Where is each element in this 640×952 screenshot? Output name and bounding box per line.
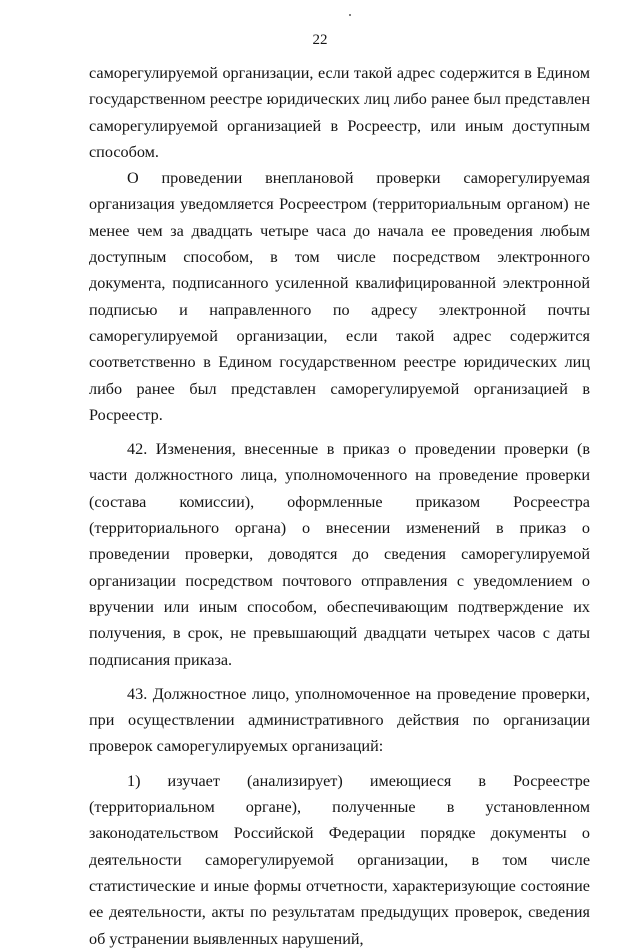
paragraph-subitem-1: 1) изучает (анализирует) имеющиеся в Росреестре (территориальном органе), полученные в установленном законодательством Российской Федерации порядке документы о деятельности саморегулируемой организации, в том числе статистические и иные формы отчетности, характеризующие состояние ее деятельности, акты по результатам предыдущих проверок, сведения об устранении выявленных нарушений,: [89, 771, 590, 948]
document-body: [89, 60, 590, 952]
paragraph-unscheduled-inspection-notice: О проведении внеплановой проверки саморегулируемая организация уведомляется Росреестром (территориальным органом) не менее чем за двадцать четыре часа до начала ее проведения любым доступным способом, в том числе посредством электронного документа, подписанного усиленной квалифицированной электронной подписью и направленного по адресу электронной почты саморегулируемой организации, если такой адрес содержится соответственно в Едином государственном реестре юридических лиц либо ранее был представлен саморегулируемой организацией в Росреестр.: [89, 169, 590, 424]
page-number: 22: [312, 32, 328, 48]
scan-speck: [349, 14, 351, 16]
paragraph-item-43: 43. Должностное лицо, уполномоченное на проведение проверки, при осуществлении административного действия по организации проверок саморегулируемых организаций:: [89, 684, 590, 756]
paragraph-continuation: саморегулируемой организации, если такой адрес содержится в Едином государственном реестре юридических лиц либо ранее был представлен саморегулируемой организацией в Росреестр, или иным доступным способом.: [89, 64, 590, 161]
paragraph-item-42: 42. Изменения, внесенные в приказ о проведении проверки (в части должностного лица, уполномоченного на проведение проверки (состава комиссии), оформленные приказом Росреестра (территориального органа) о внесении изменений в приказ о проведении проверки, доводятся до сведения саморегулируемой организации посредством почтового отправления с уведомлением о вручении или иным способом, обеспечивающим подтверждение их получения, в срок, не превышающий двадцати четырех часов с даты подписания приказа.: [89, 440, 590, 669]
